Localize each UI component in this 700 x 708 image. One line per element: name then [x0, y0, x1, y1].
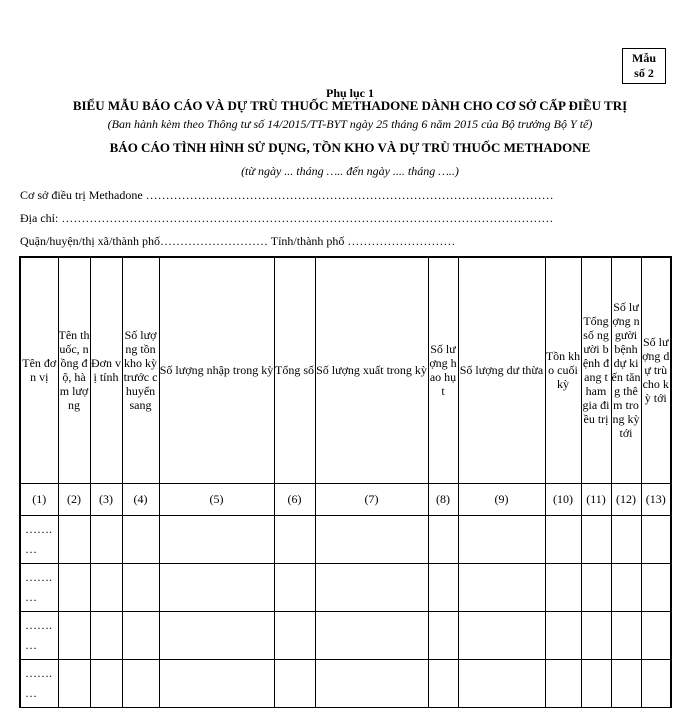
- col-header: Số lượng hao hụt: [428, 257, 458, 483]
- row-placeholder: ……. …: [20, 611, 58, 659]
- col-header: Số lượng tồn kho kỳ trước chuyển sang: [122, 257, 159, 483]
- row-placeholder: ……. …: [20, 659, 58, 707]
- form-number-box: [622, 48, 666, 84]
- column-number: (6): [274, 483, 315, 515]
- column-number: (7): [315, 483, 428, 515]
- col-header: Tổng số: [274, 257, 315, 483]
- row-placeholder: ……. …: [20, 515, 58, 563]
- report-title: BÁO CÁO TÌNH HÌNH SỬ DỤNG, TỒN KHO VÀ DỰ TRÙ THUỐC METHADONE: [109, 140, 591, 155]
- facility-field: Cơ sở điều trị Methadone …………………………………………………………………………………………: [20, 188, 554, 202]
- col-header: Tên thuốc, nồng độ, hàm lượng: [58, 257, 90, 483]
- report-period: (từ ngày ... tháng ….. đến ngày .... tháng …..): [241, 164, 459, 178]
- col-header: Số lượng xuất trong kỳ: [315, 257, 428, 483]
- table-row: [20, 611, 671, 659]
- table-row: [20, 515, 671, 563]
- address-field: Địa chỉ: ……………………………………………………………………………………………………………: [20, 211, 554, 225]
- header-row: [20, 257, 671, 483]
- column-number: (10): [545, 483, 581, 515]
- col-header: Tồn kho cuối kỳ: [545, 257, 581, 483]
- table-row: [20, 563, 671, 611]
- col-header: Số lượng người bệnh dự kiến tăng thêm trong kỳ tới: [611, 257, 641, 483]
- column-number-row: [20, 483, 671, 515]
- col-header: Số lượng nhập trong kỳ: [159, 257, 274, 483]
- column-number: (13): [641, 483, 671, 515]
- column-number: (11): [581, 483, 611, 515]
- column-number: (3): [90, 483, 122, 515]
- main-title: BIỂU MẪU BÁO CÁO VÀ DỰ TRÙ THUỐC METHADONE DÀNH CHO CƠ SỞ CẤP ĐIỀU TRỊ: [72, 98, 628, 113]
- form-number-line2: số 2: [634, 66, 654, 80]
- column-number: (12): [611, 483, 641, 515]
- column-number: (9): [458, 483, 545, 515]
- column-number: (1): [20, 483, 58, 515]
- row-placeholder: ……. …: [20, 563, 58, 611]
- col-header: Số lượng dự trù cho kỳ tới: [641, 257, 671, 483]
- column-number: (4): [122, 483, 159, 515]
- appendix-label: Phụ lục 1: [325, 86, 374, 100]
- subtitle: (Ban hành kèm theo Thông tư số 14/2015/TT-BYT ngày 25 tháng 6 năm 2015 của Bộ trưởng Bộ Y tế): [107, 117, 593, 131]
- col-header: Tổng số người bệnh đang tham gia điều trị: [581, 257, 611, 483]
- form-number-line1: Mẫu: [632, 51, 656, 65]
- col-header: Tên đơn vị: [20, 257, 58, 483]
- col-header: Số lượng dư thừa: [458, 257, 545, 483]
- report-table: [19, 256, 672, 708]
- column-number: (5): [159, 483, 274, 515]
- column-number: (2): [58, 483, 90, 515]
- col-header: Đơn vị tính: [90, 257, 122, 483]
- district-field: Quận/huyện/thị xã/thành phố……………………… Tỉnh/thành phố ………………………: [20, 234, 456, 248]
- column-number: (8): [428, 483, 458, 515]
